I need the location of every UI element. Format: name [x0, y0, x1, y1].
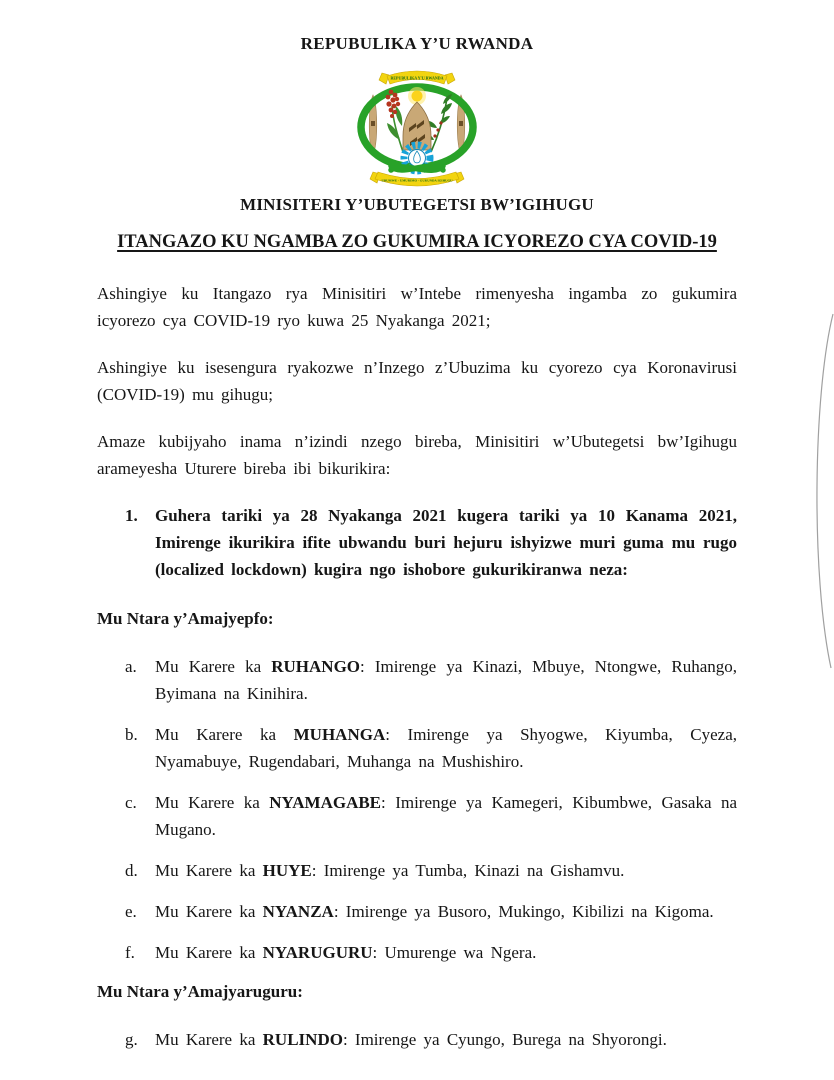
- item-text: Guhera tariki ya 28 Nyakanga 2021 kugera tariki ya 10 Kanama 2021, Imirenge ikurikira ifite ubwandu buri hejuru ishyizwe muri guma mu rugo (localized lockdown) kugira ngo ishobore gukurikiranwa neza:: [155, 506, 737, 579]
- bottom-banner: [370, 172, 464, 186]
- district-name: HUYE: [262, 861, 312, 880]
- item-letter: c.: [125, 793, 137, 812]
- item-letter: d.: [125, 861, 138, 880]
- item-letter: e.: [125, 902, 137, 921]
- district-name: NYANZA: [262, 902, 334, 921]
- rwanda-coat-of-arms-icon: [351, 62, 483, 190]
- district-prefix: Mu Karere ka: [155, 943, 263, 962]
- item-letter: a.: [125, 657, 137, 676]
- sorghum-icon: [386, 90, 403, 152]
- district-prefix: Mu Karere ka: [155, 861, 263, 880]
- item-number: 1.: [125, 506, 138, 525]
- republic-title: REPUBULIKA Y’U RWANDA: [300, 34, 534, 53]
- knot-icon: [391, 166, 443, 170]
- district-sectors: : Imirenge ya Kinazi, Mbuye, Ntongwe, Ruhango, Byimana na Kinihira.: [155, 657, 737, 703]
- top-banner: [379, 71, 455, 84]
- district-item-d: [97, 857, 737, 884]
- district-item-b: [97, 721, 737, 775]
- south-province-heading: Mu Ntara y’Amajyepfo:: [97, 609, 274, 628]
- ministry-title: MINISITERI Y’UBUTEGETSI BW’IGIHUGU: [240, 195, 594, 214]
- page-curl-artifact: [804, 300, 834, 680]
- district-sectors: : Imirenge ya Tumba, Kinazi na Gishamvu.: [311, 861, 625, 880]
- district-sectors: : Imirenge ya Shyogwe, Kiyumba, Cyeza, Nyamabuye, Rugendabari, Muhanga na Mushishiro.: [155, 725, 737, 771]
- district-prefix: Mu Karere ka: [155, 793, 270, 812]
- district-sectors: : Imirenge ya Kamegeri, Kibumbwe, Gasaka na Mugano.: [155, 793, 737, 839]
- item-letter: b.: [125, 725, 138, 744]
- district-prefix: Mu Karere ka: [155, 725, 294, 744]
- district-sectors: : Imirenge ya Cyungo, Burega na Shyorongi.: [342, 1030, 667, 1049]
- district-prefix: Mu Karere ka: [155, 657, 272, 676]
- item-letter: f.: [125, 943, 135, 962]
- district-name: MUHANGA: [293, 725, 386, 744]
- paragraph-basis-2: Ashingiye ku isesengura ryakozwe n’Inzego z’Ubuzima ku cyorezo cya Koronavirusi (COVID-19) mu gihugu;: [97, 358, 737, 404]
- paragraph-basis-1: Ashingiye ku Itangazo rya Minisitiri w’Intebe rimenyesha ingamba zo gukumira icyorezo cya COVID-19 ryo kuwa 25 Nyakanga 2021;: [97, 284, 737, 330]
- district-name: NYAMAGABE: [269, 793, 382, 812]
- item-letter: g.: [125, 1030, 138, 1049]
- district-item-a: [97, 653, 737, 707]
- paragraph-basis-3: Amaze kubijyaho inama n’izindi nzego bireba, Minisitiri w’Ubutegetsi bw’Igihugu arameyesha Uturere bireba ibi bikurikira:: [97, 432, 737, 478]
- north-province-heading: Mu Ntara y’Amajyaruguru:: [97, 982, 303, 1001]
- district-name: RULINDO: [262, 1030, 343, 1049]
- district-name: NYARUGURU: [262, 943, 373, 962]
- district-item-g: [97, 1026, 737, 1053]
- document-body: [97, 0, 737, 1067]
- district-item-f: [97, 939, 737, 966]
- basket-icon: [403, 102, 431, 150]
- bottom-banner-text: UBUMWE - UMURIMO - GUKUNDA IGIHUGU: [381, 178, 453, 183]
- district-name: RUHANGO: [271, 657, 361, 676]
- rwanda-coat-of-arms: [351, 62, 483, 190]
- numbered-item-1: [97, 502, 737, 583]
- district-sectors: : Imirenge ya Busoro, Mukingo, Kibilizi na Kigoma.: [333, 902, 714, 921]
- top-banner-text: REPUBULIKA Y'U RWANDA: [390, 75, 444, 81]
- district-sectors: : Umurenge wa Ngera.: [372, 943, 537, 962]
- district-prefix: Mu Karere ka: [155, 1030, 263, 1049]
- district-item-e: [97, 898, 737, 925]
- district-item-c: [97, 789, 737, 843]
- document-title: ITANGAZO KU NGAMBA ZO GUKUMIRA ICYOREZO CYA COVID-19: [117, 232, 717, 252]
- district-prefix: Mu Karere ka: [155, 902, 263, 921]
